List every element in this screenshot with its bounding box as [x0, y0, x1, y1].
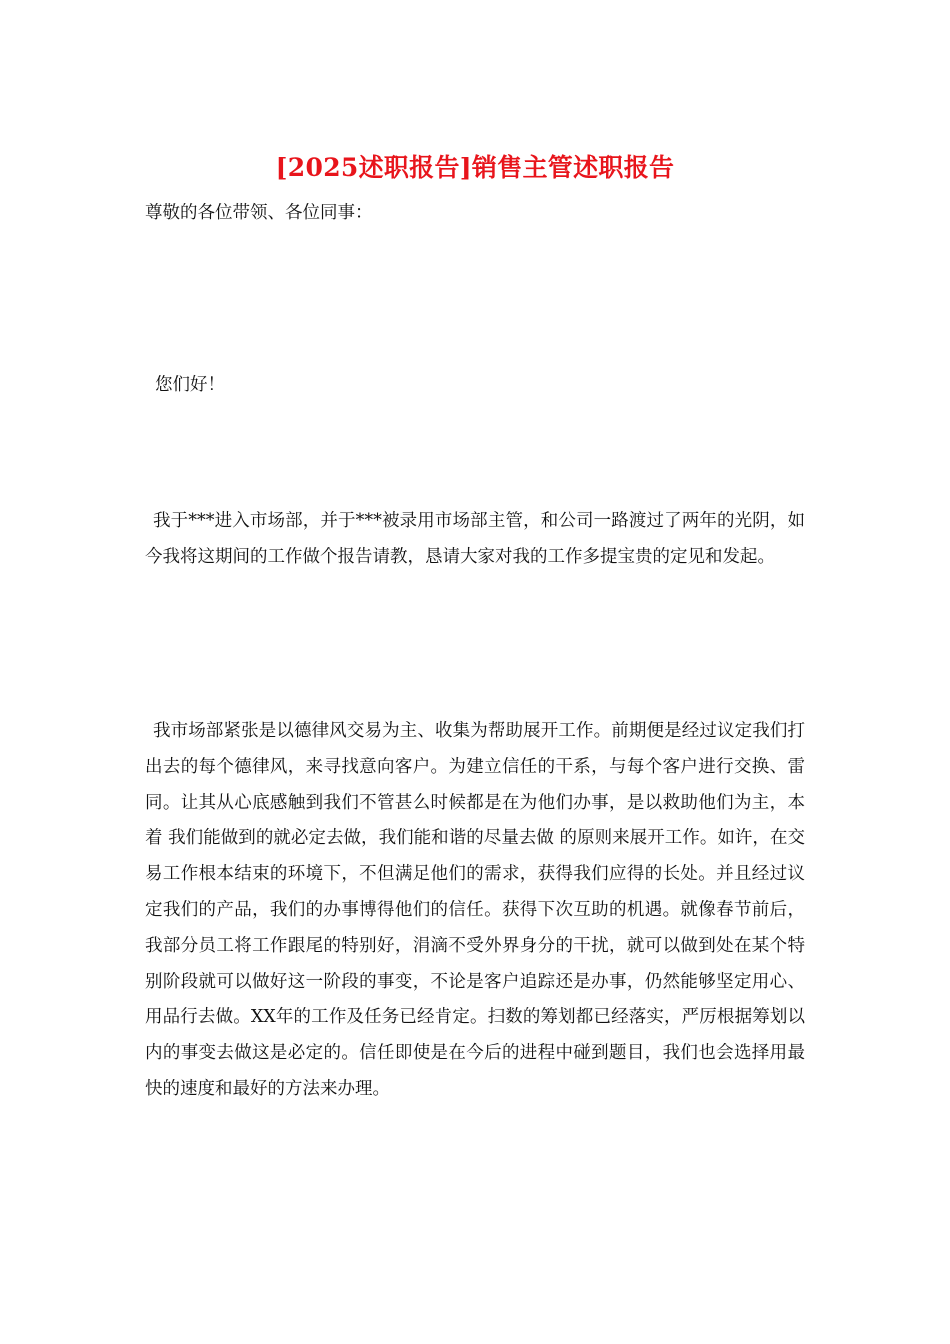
- salutation: 尊敬的各位带领、各位同事：: [145, 203, 373, 223]
- greeting: 您们好！: [155, 375, 225, 395]
- body-paragraph-1: 我于***进入市场部，并于***被录用市场部主管，和公司一路渡过了两年的光阴，如今我将这期间的工作做个报告请教，恳请大家对我的工作多提宝贵的定见和发起。: [145, 511, 805, 567]
- body-paragraph-2: 我市场部紧张是以德律风交易为主、收集为帮助展开工作。前期便是经过议定我们打出去的每个德律风，来寻找意向客户。为建立信任的干系，与每个客户进行交换、雷同。让其从心底感触到我们不管甚么时候都是在为他们办事，是以救助他们为主，本着 我们能做到的就必定去做，我们能和谐的尽量去做 的原则来展开工作。如许，在交易工作根本结束的环境下，不但满足他们的需求，获得我们应得的长处。并且经过议定我们的产品，我们的办事博得他们的信任。获得下次互助的机遇。就像春节前后，我部分员工将工作跟尾的特别好，涓滴不受外界身分的干扰，就可以做到处在某个特别阶段就可以做好这一阶段的事变，不论是客户追踪还是办事，仍然能够坚定用心、用品行去做。XX年的工作及任务已经肯定。扫数的筹划都已经落实，严厉根据筹划以内的事变去做这是必定的。信任即使是在今后的进程中碰到题目，我们也会选择用最快的速度和最好的方法来办理。: [145, 721, 805, 1099]
- document-title: [2025述职报告]销售主管述职报告: [275, 153, 675, 182]
